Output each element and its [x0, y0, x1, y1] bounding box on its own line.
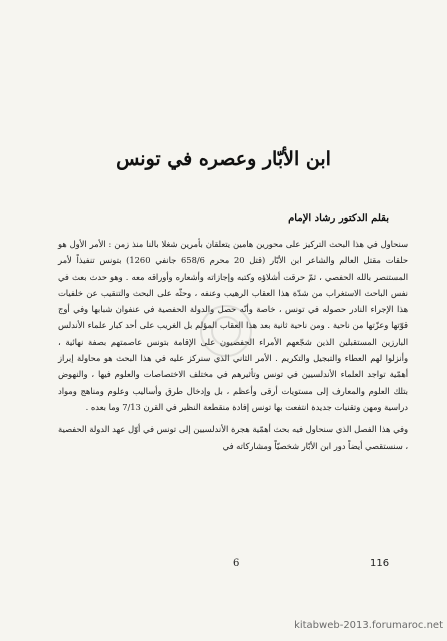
- watermark-stamp-icon: [200, 305, 252, 357]
- article-title: ابن الأبّار وعصره في تونس: [116, 148, 331, 170]
- article-author: بقلم الدكتور رشاد الإمام: [288, 213, 389, 224]
- body-paragraph: سنحاول في هذا البحث التركيز على محورين هامين يتعلقان بأمرين شغلا بالنا منذ زمن : الأمر الأول هو حلقات مقتل العالم والشاعر ابن الأبّار (قتل 20 محرم 658/6 جانفي 1260) بتونس تنفيذاً لأمر المستنصر بالله الحفصي ، ثمّ حرقت أشلاؤه وكتبه وإجازاته وأشعاره وأوراقه معه . وهو حدث بعث في نفس الباحث الاستغراب من شدّة هذا العقاب الرهيب وعنفه ، وحثّه على البحث والتنقيب عن خلفيات هذا الإجراء النادر حصوله في تونس ، خاصة وأنّه حصل والدولة الحفصية في عنفوان شبابها وفي أوج قوّتها وعزّتها من ناحية . ومن ناحية ثانية بعد هذا العقاب المؤلم بل الغريب على أحد كبار علماء الأندلس البارزين المستقبلين الذين شجّعهم الأمراء الحفصيون على الإقامة بتونس عاصمتهم بصفة نهائية ، وأنزلوا لهم العطاء والتبجيل والتكريم . الأمر الثاني الذي سنركز عليه في هذا البحث هو محاولة إبراز أهمّية تواجد العلماء الأندلسيين في تونس وتأثيرهم في مختلف الاختصاصات والعلوم فيها ، والنهوض بتلك العلوم والمعارف إلى مستويات أرقى وأعظم ، بل وإدخال طرق وأساليب وعلوم ومناهج ومواد دراسية ومهن وتقنيات جديدة انتفعت بها تونس إفادة منقطعة النظير في القرن 7/13 وما بعده .: [58, 239, 408, 412]
- page-number: 116: [370, 558, 390, 569]
- source-url: kitabweb-2013.forumaroc.net: [294, 620, 443, 631]
- page-marker-center: 6: [233, 558, 240, 569]
- body-paragraph: وفي هذا الفصل الذي سنحاول فيه بحث أهمّية هجرة الأندلسيين إلى تونس في أوّل عهد الدولة الحفصية ، سنستقصي أيضاً دور ابن الأبّار شخصيّاً ومشاركاته في: [58, 424, 408, 451]
